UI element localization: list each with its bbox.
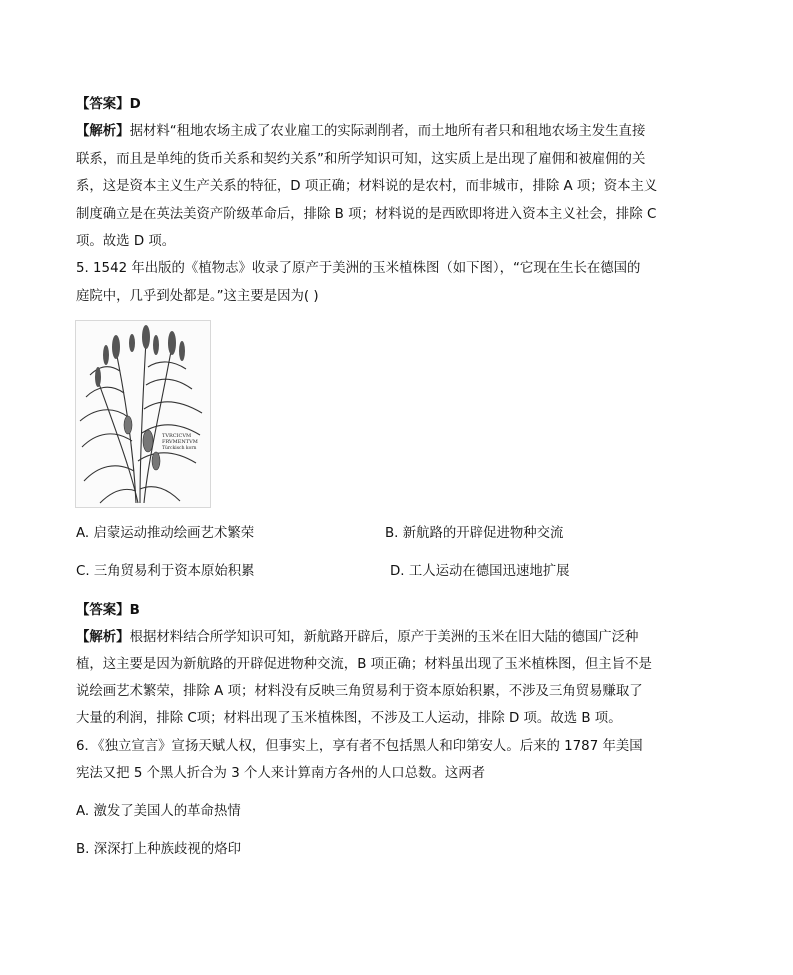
q4-analysis-line	[76, 122, 645, 142]
analysis-text: 说绘画艺术繁荣，排除 A 项；材料没有反映三角贸易利于资本原始积累，不涉及三角贸易赚取了	[76, 684, 643, 699]
analysis-tag: 【解析】	[76, 124, 130, 139]
q6-stem: 宪法又把 5 个黑人折合为 3 个人来计算南方各州的人口总数。这两者	[76, 766, 486, 781]
analysis-text: 大量的利润，排除 C项；材料出现了玉米植株图，不涉及工人运动，排除 D 项。故选 B 项。	[76, 711, 622, 726]
answer-value: D	[129, 97, 141, 112]
analysis-text: 据材料“租地农场主成了农业雇工的实际剥削者，而土地所有者只和租地农场主发生直接	[129, 124, 646, 139]
q6-stem: 6．《独立宣言》宣扬天赋人权，但事实上，享有者不包括黑人和印第安人。后来的 1787 年美国	[76, 739, 643, 754]
q6-option-a[interactable]: A. 激发了美国人的革命热情	[76, 804, 241, 819]
q5-option-c[interactable]: C. 三角贸易利于资本原始积累	[76, 564, 255, 579]
corn-plant-illustration	[75, 320, 211, 508]
answer-tag: 【答案】	[76, 603, 130, 618]
answer-tag: 【答案】	[76, 97, 130, 112]
q4-answer-line	[76, 95, 141, 115]
answer-value: B	[129, 603, 140, 618]
analysis-text: 项。故选 D 项。	[76, 234, 176, 249]
figure-caption: FRVMENTVM	[162, 439, 198, 445]
q5-answer-line	[76, 601, 140, 621]
q5-option-d[interactable]: D. 工人运动在德国迅速地扩展	[390, 564, 570, 579]
figure-caption: Türckisch korn	[162, 446, 197, 451]
q5-stem: 5. 1542 年出版的《植物志》收录了原产于美洲的玉米植株图（如下图），“它现在生长在德国的	[76, 261, 641, 276]
q6-option-b[interactable]: B. 深深打上种族歧视的烙印	[76, 842, 241, 857]
figure-caption: TVRCICVM	[162, 433, 192, 439]
analysis-text: 系，这是资本主义生产关系的特征，D 项正确；材料说的是农村，而非城市，排除 A 项；资本主义	[76, 179, 658, 194]
analysis-tag: 【解析】	[76, 630, 130, 645]
q5-analysis-line	[76, 628, 638, 648]
corn-plant-drawing	[76, 321, 210, 507]
analysis-text: 植，这主要是因为新航路的开辟促进物种交流，B 项正确；材料虽出现了玉米植株图，但主旨不是	[76, 657, 652, 672]
q5-option-b[interactable]: B. 新航路的开辟促进物种交流	[385, 526, 564, 541]
q5-stem: 庭院中，几乎到处都是。”这主要是因为( )	[76, 289, 319, 304]
analysis-text: 联系，而且是单纯的货币关系和契约关系”和所学知识可知，这实质上是出现了雇佣和被雇佣的关	[76, 152, 646, 167]
analysis-text: 根据材料结合所学知识可知，新航路开辟后，原产于美洲的玉米在旧大陆的德国广泛种	[129, 630, 639, 645]
q5-option-a[interactable]: A. 启蒙运动推动绘画艺术繁荣	[76, 526, 255, 541]
analysis-text: 制度确立是在英法美资产阶级革命后，排除 B 项；材料说的是西欧即将进入资本主义社会，排除 C	[76, 207, 657, 222]
